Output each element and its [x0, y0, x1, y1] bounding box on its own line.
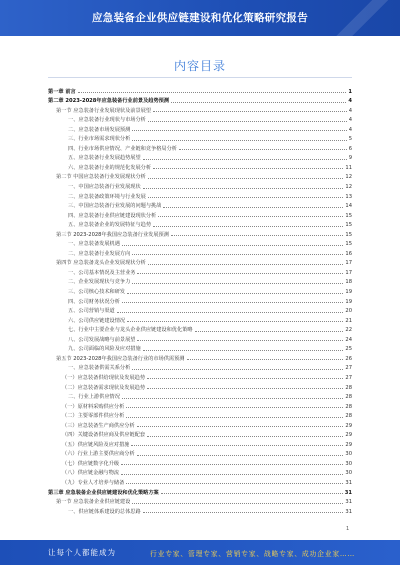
toc-entry[interactable] [48, 285, 352, 295]
toc-leader-dots [147, 378, 343, 379]
footer-slogan: 让每个人都能成为 [48, 548, 116, 557]
toc-leader-dots [127, 293, 343, 294]
toc-entry-text: 五、应急装备企业的发展特征与趋势 [68, 222, 152, 229]
toc-leader-dots [143, 512, 344, 513]
toc-leader-dots [148, 264, 344, 265]
toc-leader-dots [137, 340, 343, 341]
toc-leader-dots [153, 111, 347, 112]
toc-entry[interactable] [48, 123, 352, 133]
toc-entry-text: 四、公司财务状况分析 [68, 298, 120, 305]
toc-leader-dots [137, 426, 344, 427]
toc-leader-dots [121, 464, 343, 465]
toc-entry-text: 第一章 前言 [48, 88, 76, 95]
toc-leader-dots [132, 140, 346, 141]
top-banner [0, 0, 400, 36]
footer-tagline: 行业专家、管理专家、营销专家、战略专家、成功企业家…… [150, 550, 356, 558]
toc-entry-page: 1 [348, 88, 352, 95]
toc-entry[interactable] [48, 257, 352, 267]
toc-entry-text: （四）关键设备供应商及供应链配套 [62, 432, 146, 439]
toc-entry-text: 第二节 中国应急装备行业发展现状分析 [56, 174, 146, 181]
toc-entry-text: 二、行业上游供应情况 [68, 394, 120, 401]
toc-entry-text: 二、应急装备市场发展预测 [68, 126, 131, 133]
toc-entry-page: 17 [345, 260, 352, 267]
toc-entry-page: 26 [345, 355, 352, 362]
toc-entry[interactable] [48, 85, 352, 95]
toc-entry-text: 一、应急装备发展机遇 [68, 241, 120, 248]
toc-entry-page: 30 [345, 460, 352, 467]
toc-leader-dots [122, 302, 344, 303]
toc-entry[interactable] [48, 133, 352, 143]
toc-entry-page: 24 [345, 336, 352, 343]
toc-entry-page: 27 [345, 365, 352, 372]
toc-entry-text: 八、公司发展战略与前景展望 [68, 336, 136, 343]
toc-entry-page: 6 [348, 145, 352, 152]
toc-entry[interactable] [48, 200, 352, 210]
toc-entry-text: 六、应急装备行业的规范化发展分析 [68, 164, 152, 171]
toc-entry-page: 4 [348, 126, 352, 133]
toc-entry[interactable] [48, 209, 352, 219]
toc-entry-page: 12 [345, 174, 352, 181]
toc-leader-dots [153, 226, 343, 227]
toc-leader-dots [132, 283, 343, 284]
toc-entry-page: 15 [345, 231, 352, 238]
toc-entry-text: 三、公司核心技术和研发 [68, 289, 126, 296]
bottom-banner [0, 540, 400, 565]
toc-leader-dots [143, 350, 344, 351]
toc-leader-dots [132, 503, 343, 504]
toc-leader-dots [158, 216, 343, 217]
toc-entry-text: 五、应急装备行业发展趋势展望 [68, 155, 141, 162]
toc-leader-dots [148, 121, 347, 122]
toc-entry-page: 5 [348, 136, 352, 143]
toc-entry-text: （七）供应链数字化升级 [62, 460, 120, 467]
toc-entry-page: 28 [345, 384, 352, 391]
toc-leader-dots [195, 331, 344, 332]
toc-entry-text: （二）应急装备需求现状及发展趋势 [62, 384, 146, 391]
toc-leader-dots [148, 178, 344, 179]
toc-entry-text: 第五节 2023-2028年我国应急装备行业的市场供需预测 [56, 355, 185, 362]
toc-entry-page: 4 [348, 98, 352, 105]
toc-entry-page: 9 [348, 155, 352, 162]
toc-leader-dots [187, 359, 344, 360]
toc-leader-dots [163, 207, 343, 208]
toc-entry[interactable] [48, 104, 352, 114]
toc-entry-text: 九、公司面临的风险及应对措施 [68, 346, 141, 353]
toc-entry-page: 4 [348, 107, 352, 114]
toc-entry-page: 18 [345, 279, 352, 286]
toc-entry[interactable] [48, 95, 352, 105]
toc-entry[interactable] [48, 496, 352, 506]
toc-entry[interactable] [48, 467, 352, 477]
toc-entry-text: 三、行业市场需求现状分析 [68, 136, 131, 143]
toc-entry-text: 一、公司基本情况及主营业务 [68, 269, 136, 276]
page-number: 1 [346, 526, 350, 532]
toc-entry-text: 二、应急装备行业发展方向 [68, 250, 131, 257]
toc-entry[interactable] [48, 161, 352, 171]
toc-leader-dots [161, 493, 343, 494]
toc-entry-text: 第一节 应急装备企业供应链建设 [56, 499, 131, 506]
toc-leader-dots [126, 417, 343, 418]
table-of-contents [48, 85, 352, 515]
toc-entry-text: （五）供应链风险及应对措施 [62, 441, 130, 448]
toc-entry[interactable] [48, 238, 352, 248]
toc-entry[interactable] [48, 448, 352, 458]
toc-entry-page: 28 [345, 403, 352, 410]
toc-leader-dots [132, 369, 343, 370]
toc-leader-dots [147, 388, 343, 389]
toc-entry-page: 30 [345, 451, 352, 458]
toc-entry[interactable] [48, 314, 352, 324]
toc-entry-page: 16 [345, 250, 352, 257]
toc-entry-page: 15 [345, 212, 352, 219]
toc-leader-dots [143, 159, 347, 160]
toc-entry-page: 31 [345, 479, 352, 486]
toc-entry[interactable] [48, 190, 352, 200]
toc-entry[interactable] [48, 266, 352, 276]
toc-entry-text: 一、应急装备供需关系分析 [68, 365, 131, 372]
toc-entry-text: （九）专业人才培养与储备 [62, 479, 125, 486]
toc-entry-text: （六）行业上游主要供应商分析 [62, 451, 135, 458]
toc-leader-dots [132, 254, 343, 255]
toc-leader-dots [126, 407, 343, 408]
toc-entry[interactable] [48, 180, 352, 190]
toc-entry-page: 28 [345, 413, 352, 420]
toc-entry-text: 第一节 应急装备行业发展现状及前景展望 [56, 107, 152, 114]
toc-entry[interactable] [48, 142, 352, 152]
toc-entry-page: 15 [345, 222, 352, 229]
toc-entry[interactable] [48, 410, 352, 420]
toc-leader-dots [78, 92, 347, 93]
toc-entry[interactable] [48, 295, 352, 305]
toc-entry-text: 第二章 2023-2028年应急装备行业前景及趋势预测 [48, 98, 170, 105]
toc-entry-text: （三）应急装备生产商供应分析 [62, 422, 135, 429]
toc-entry-page: 14 [345, 203, 352, 210]
toc-entry[interactable] [48, 362, 352, 372]
toc-leader-dots [122, 398, 344, 399]
toc-leader-dots [148, 197, 344, 198]
toc-leader-dots [132, 130, 346, 131]
toc-entry-page: 13 [345, 193, 352, 200]
toc-leader-dots [179, 149, 347, 150]
toc-entry[interactable] [48, 438, 352, 448]
toc-entry[interactable] [48, 305, 352, 315]
toc-entry-page: 31 [345, 508, 352, 515]
toc-entry[interactable] [48, 114, 352, 124]
toc-entry[interactable] [48, 429, 352, 439]
toc-entry[interactable] [48, 419, 352, 429]
toc-entry[interactable] [48, 476, 352, 486]
toc-entry[interactable] [48, 171, 352, 181]
toc-entry[interactable] [48, 371, 352, 381]
toc-entry[interactable] [48, 152, 352, 162]
toc-entry-text: 四、应急装备行业供应链建设现状分析 [68, 212, 157, 219]
toc-entry-page: 29 [345, 422, 352, 429]
toc-leader-dots [131, 445, 343, 446]
toc-entry[interactable] [48, 381, 352, 391]
toc-leader-dots [137, 273, 343, 274]
toc-entry-text: （二）主要零部件供应分析 [62, 413, 125, 420]
toc-entry-page: 28 [345, 394, 352, 401]
toc-entry-text: 二、应急装备政策环境与行业发展 [68, 193, 146, 200]
toc-title: 内容目录 [173, 59, 226, 73]
toc-leader-dots [127, 321, 343, 322]
toc-entry-page: 21 [345, 317, 352, 324]
toc-entry-page: 4 [348, 117, 352, 124]
toc-entry-text: （八）供应链金融与物流 [62, 470, 120, 477]
toc-entry-text: 一、中国应急装备行业发展现状 [68, 184, 141, 191]
toc-entry-page: 27 [345, 374, 352, 381]
toc-leader-dots [126, 483, 343, 484]
toc-entry-page: 19 [345, 298, 352, 305]
toc-entry-page: 20 [345, 308, 352, 315]
toc-entry[interactable] [48, 247, 352, 257]
toc-entry-text: （一）应急装备供给现状及发展趋势 [62, 374, 146, 381]
toc-entry-page: 29 [345, 441, 352, 448]
toc-entry[interactable] [48, 333, 352, 343]
toc-entry-text: 第四节 应急装备龙头企业发展现状分析 [56, 260, 146, 267]
toc-leader-dots [153, 168, 343, 169]
toc-entry[interactable] [48, 486, 352, 496]
toc-entry-page: 22 [345, 327, 352, 334]
toc-entry-page: 29 [345, 432, 352, 439]
toc-entry-text: 四、行业市场供应情况、产业链和竞争格局分析 [68, 145, 177, 152]
toc-entry-page: 31 [345, 499, 352, 506]
toc-entry-text: 第三章 应急装备企业供应链建设和优化策略方案 [48, 489, 159, 496]
toc-entry-text: （一）原材料采购供应分析 [62, 403, 125, 410]
toc-entry[interactable] [48, 324, 352, 334]
toc-entry-text: 五、公司营销与渠道 [68, 308, 115, 315]
toc-entry[interactable] [48, 400, 352, 410]
toc-entry-text: 第三节 2023-2028年我国应急装备行业发展预测 [56, 231, 169, 238]
toc-leader-dots [171, 235, 343, 236]
toc-entry-text: 七、行业中主要企业与龙头企业供应链建设和优化策略 [68, 327, 193, 334]
toc-entry[interactable] [48, 219, 352, 229]
toc-entry-page: 17 [345, 269, 352, 276]
report-title: 应急装备企业供应链建设和优化策略研究报告 [92, 12, 308, 24]
toc-leader-dots [121, 474, 343, 475]
toc-entry-page: 31 [344, 489, 352, 496]
toc-entry-text: 一、应急装备行业现状与市场分析 [68, 117, 146, 124]
toc-entry-page: 25 [345, 346, 352, 353]
toc-entry[interactable] [48, 505, 352, 515]
toc-entry[interactable] [48, 276, 352, 286]
toc-entry-page: 11 [345, 164, 352, 171]
toc-leader-dots [122, 245, 344, 246]
toc-entry-text: 一、供应链体系建设的总体思路 [68, 508, 141, 515]
toc-entry[interactable] [48, 391, 352, 401]
toc-entry[interactable] [48, 352, 352, 362]
toc-entry[interactable] [48, 457, 352, 467]
toc-entry-text: 二、企业发展现状与竞争力 [68, 279, 131, 286]
toc-entry-page: 19 [345, 289, 352, 296]
toc-leader-dots [171, 102, 346, 103]
toc-entry[interactable] [48, 343, 352, 353]
toc-divider [48, 77, 352, 78]
toc-leader-dots [137, 455, 344, 456]
toc-leader-dots [143, 188, 344, 189]
toc-entry-text: 六、公司供应链建设情况 [68, 317, 126, 324]
toc-entry-page: 30 [345, 470, 352, 477]
toc-entry[interactable] [48, 228, 352, 238]
toc-entry-page: 12 [345, 184, 352, 191]
toc-leader-dots [147, 436, 343, 437]
toc-entry-page: 15 [345, 241, 352, 248]
toc-leader-dots [117, 312, 344, 313]
toc-entry-text: 三、中国应急装备行业发展的问题与挑战 [68, 203, 162, 210]
